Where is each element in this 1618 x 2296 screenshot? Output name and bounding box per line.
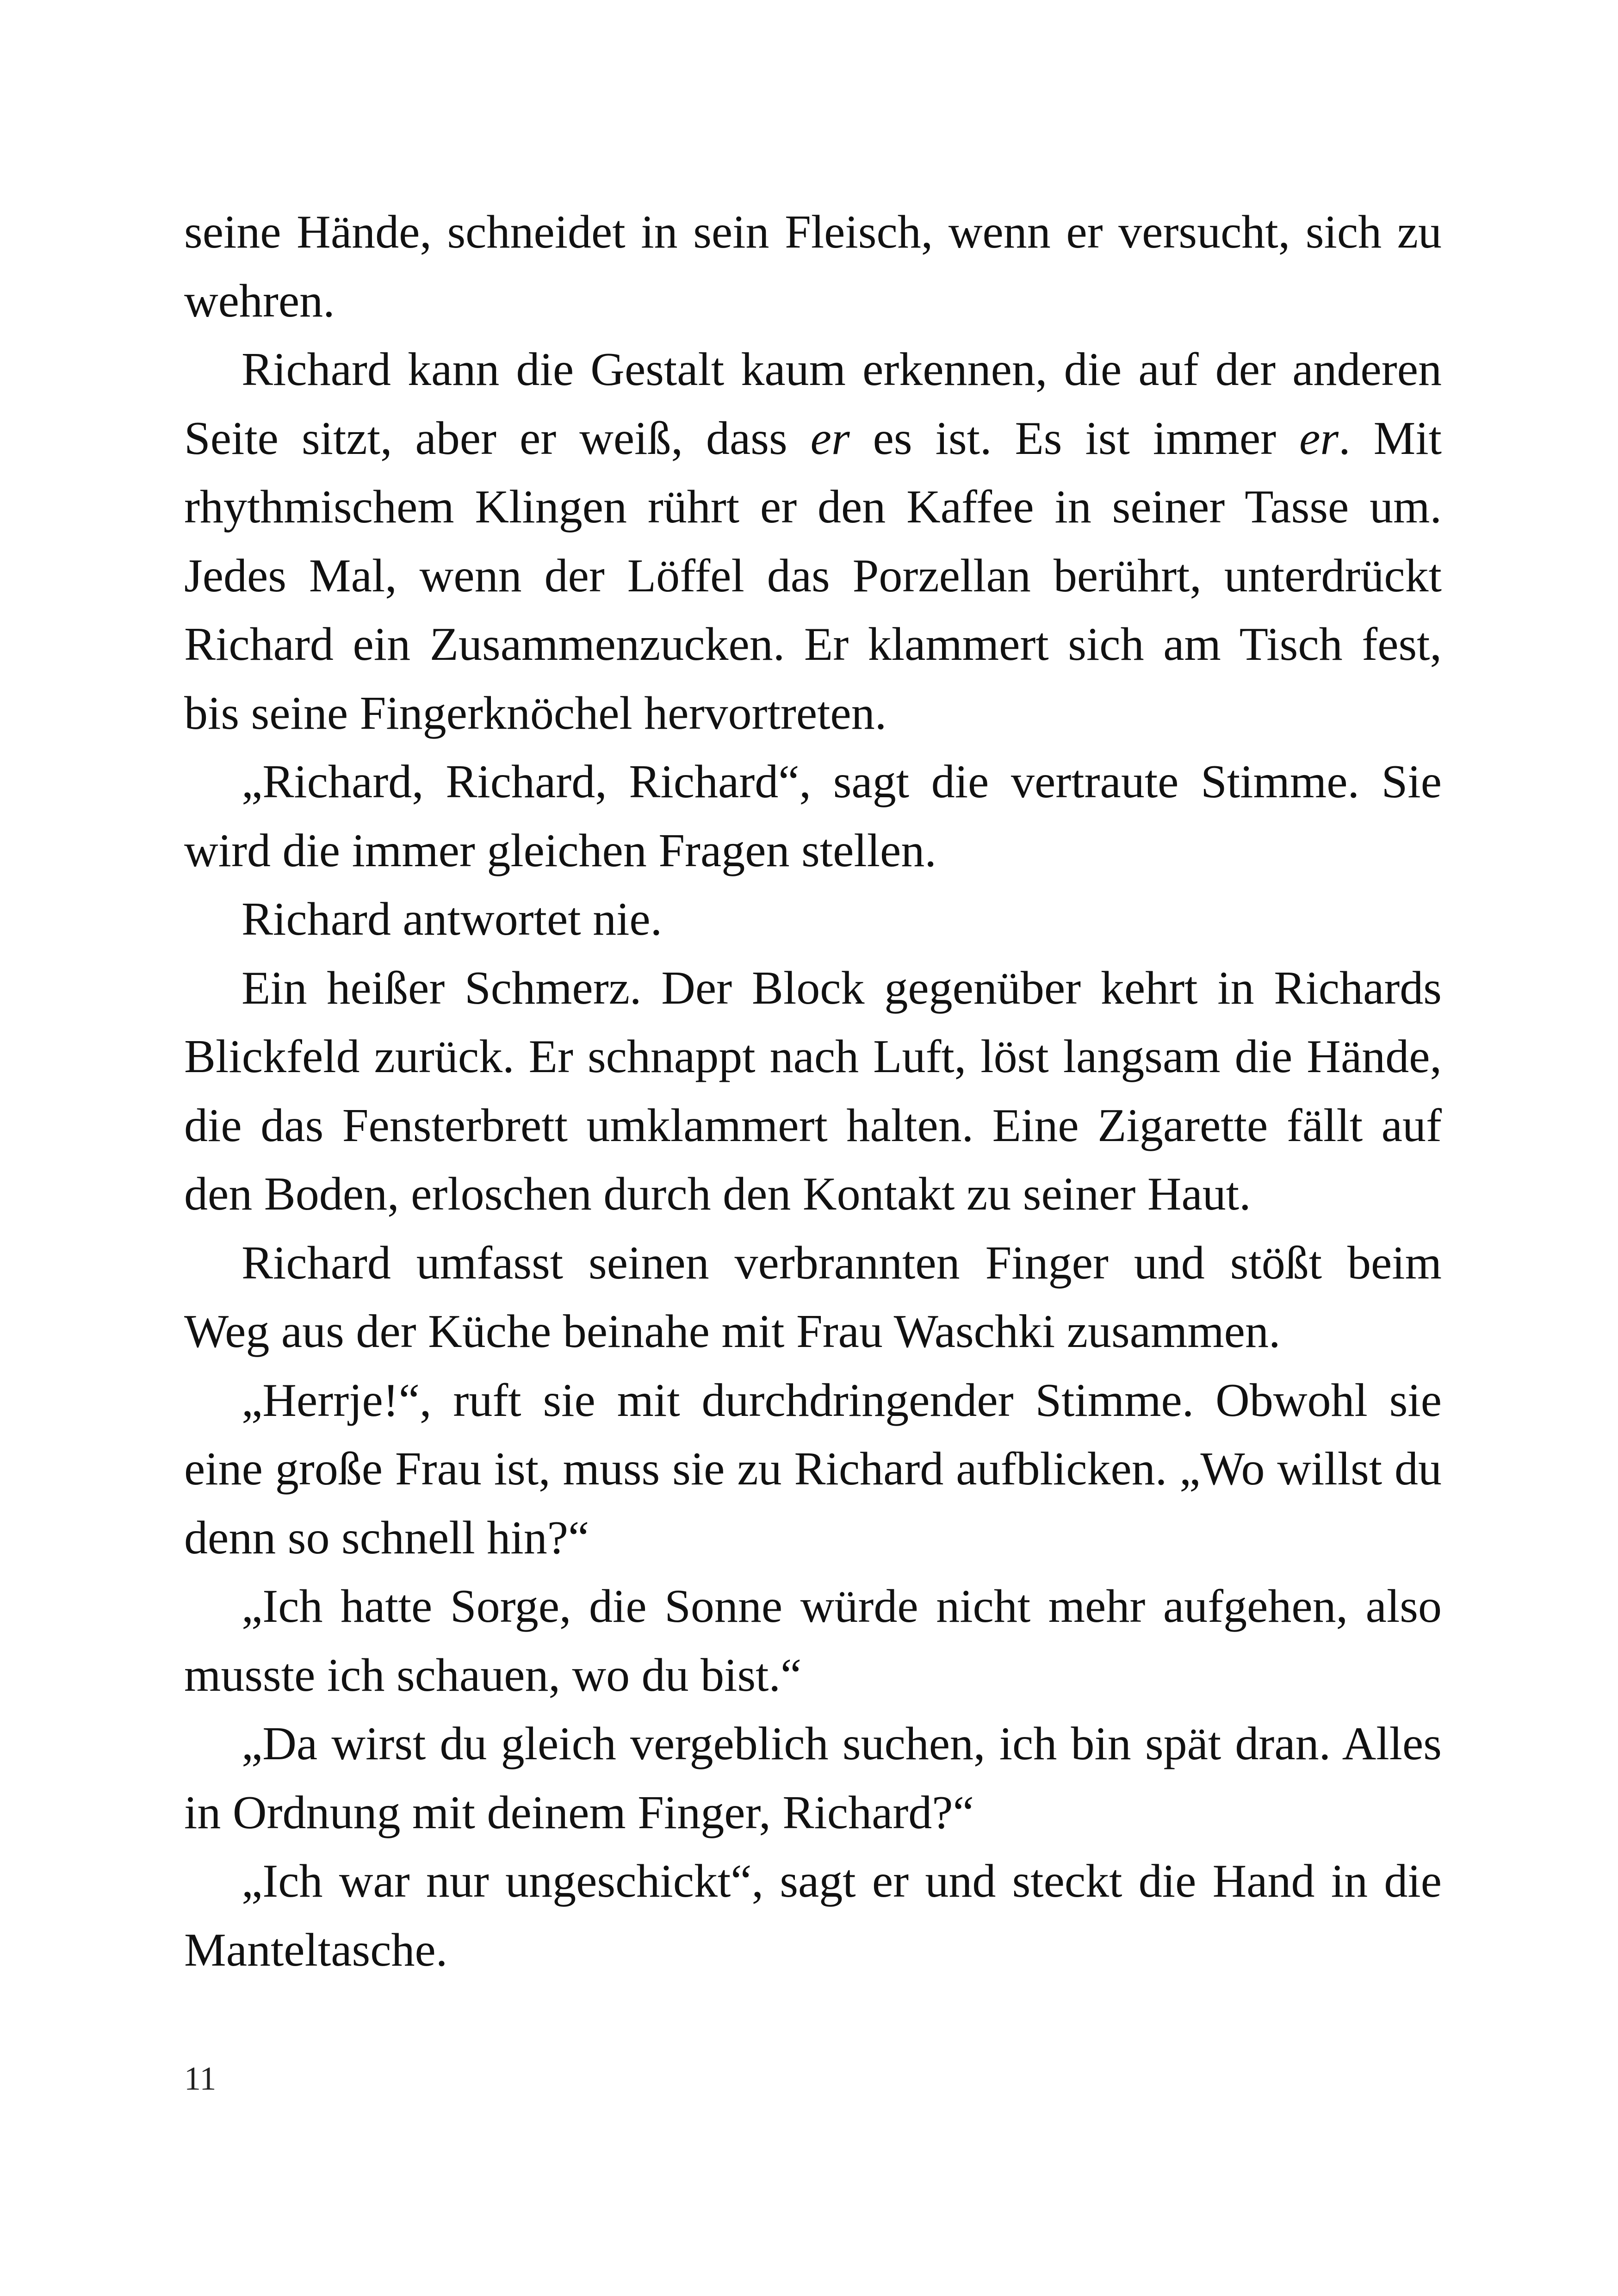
paragraph-8: „Ich hatte Sorge, die Sonne würde nicht mehr aufgehen, also musste ich schauen, wo du bist.“ [184,1580,1442,1701]
body-text [184,198,1442,1985]
paragraph-5: Ein heißer Schmerz. Der Block gegenüber kehrt in Richards Blickfeld zurück. Er schnappt nach Luft, löst langsam die Hände, die das Fensterbrett umklammert halten. Eine Zigarette fällt auf den Boden, erloschen durch den Kontakt zu seiner Haut. [184,962,1442,1220]
emphasis-er: er [810,412,850,465]
paragraph-7: „Herrje!“, ruft sie mit durchdringender Stimme. Obwohl sie eine große Frau ist, muss sie zu Richard aufblicken. „Wo willst du denn so schnell hin?“ [184,1374,1442,1564]
paragraph-4: Richard antwortet nie. [242,893,663,945]
paragraph-10: „Ich war nur ungeschickt“, sagt er und steckt die Hand in die Manteltasche. [184,1855,1442,1976]
page-number: 11 [184,2060,217,2097]
paragraph-6: Richard umfasst seinen verbrannten Finger und stößt beim Weg aus der Küche beinahe mit Frau Waschki zusammen. [184,1236,1442,1358]
paragraph-1: seine Hände, schneidet in sein Fleisch, wenn er versucht, sich zu wehren. [184,206,1442,327]
paragraph-3: „Richard, Richard, Richard“, sagt die vertraute Stimme. Sie wird die immer gleichen Fragen stellen. [184,756,1442,877]
emphasis-er: er [1299,412,1339,465]
paragraph-9: „Da wirst du gleich vergeblich suchen, ich bin spät dran. Alles in Ordnung mit deinem Finger, Richard?“ [184,1718,1442,1839]
paragraph-2: Richard kann die Gestalt kaum erkennen, die auf der anderen Seite sitzt, aber er weiß, dass er es ist. Es ist immer er. Mit rhythmischem Klingen rührt er den Kaffee in seiner Tasse um. Jedes Mal, wenn der Löffel das Porzellan berührt, unterdrückt Richard ein Zusammenzucken. Er klammert sich am Tisch fest, bis seine Fingerknöchel hervortreten. [184,343,1442,739]
